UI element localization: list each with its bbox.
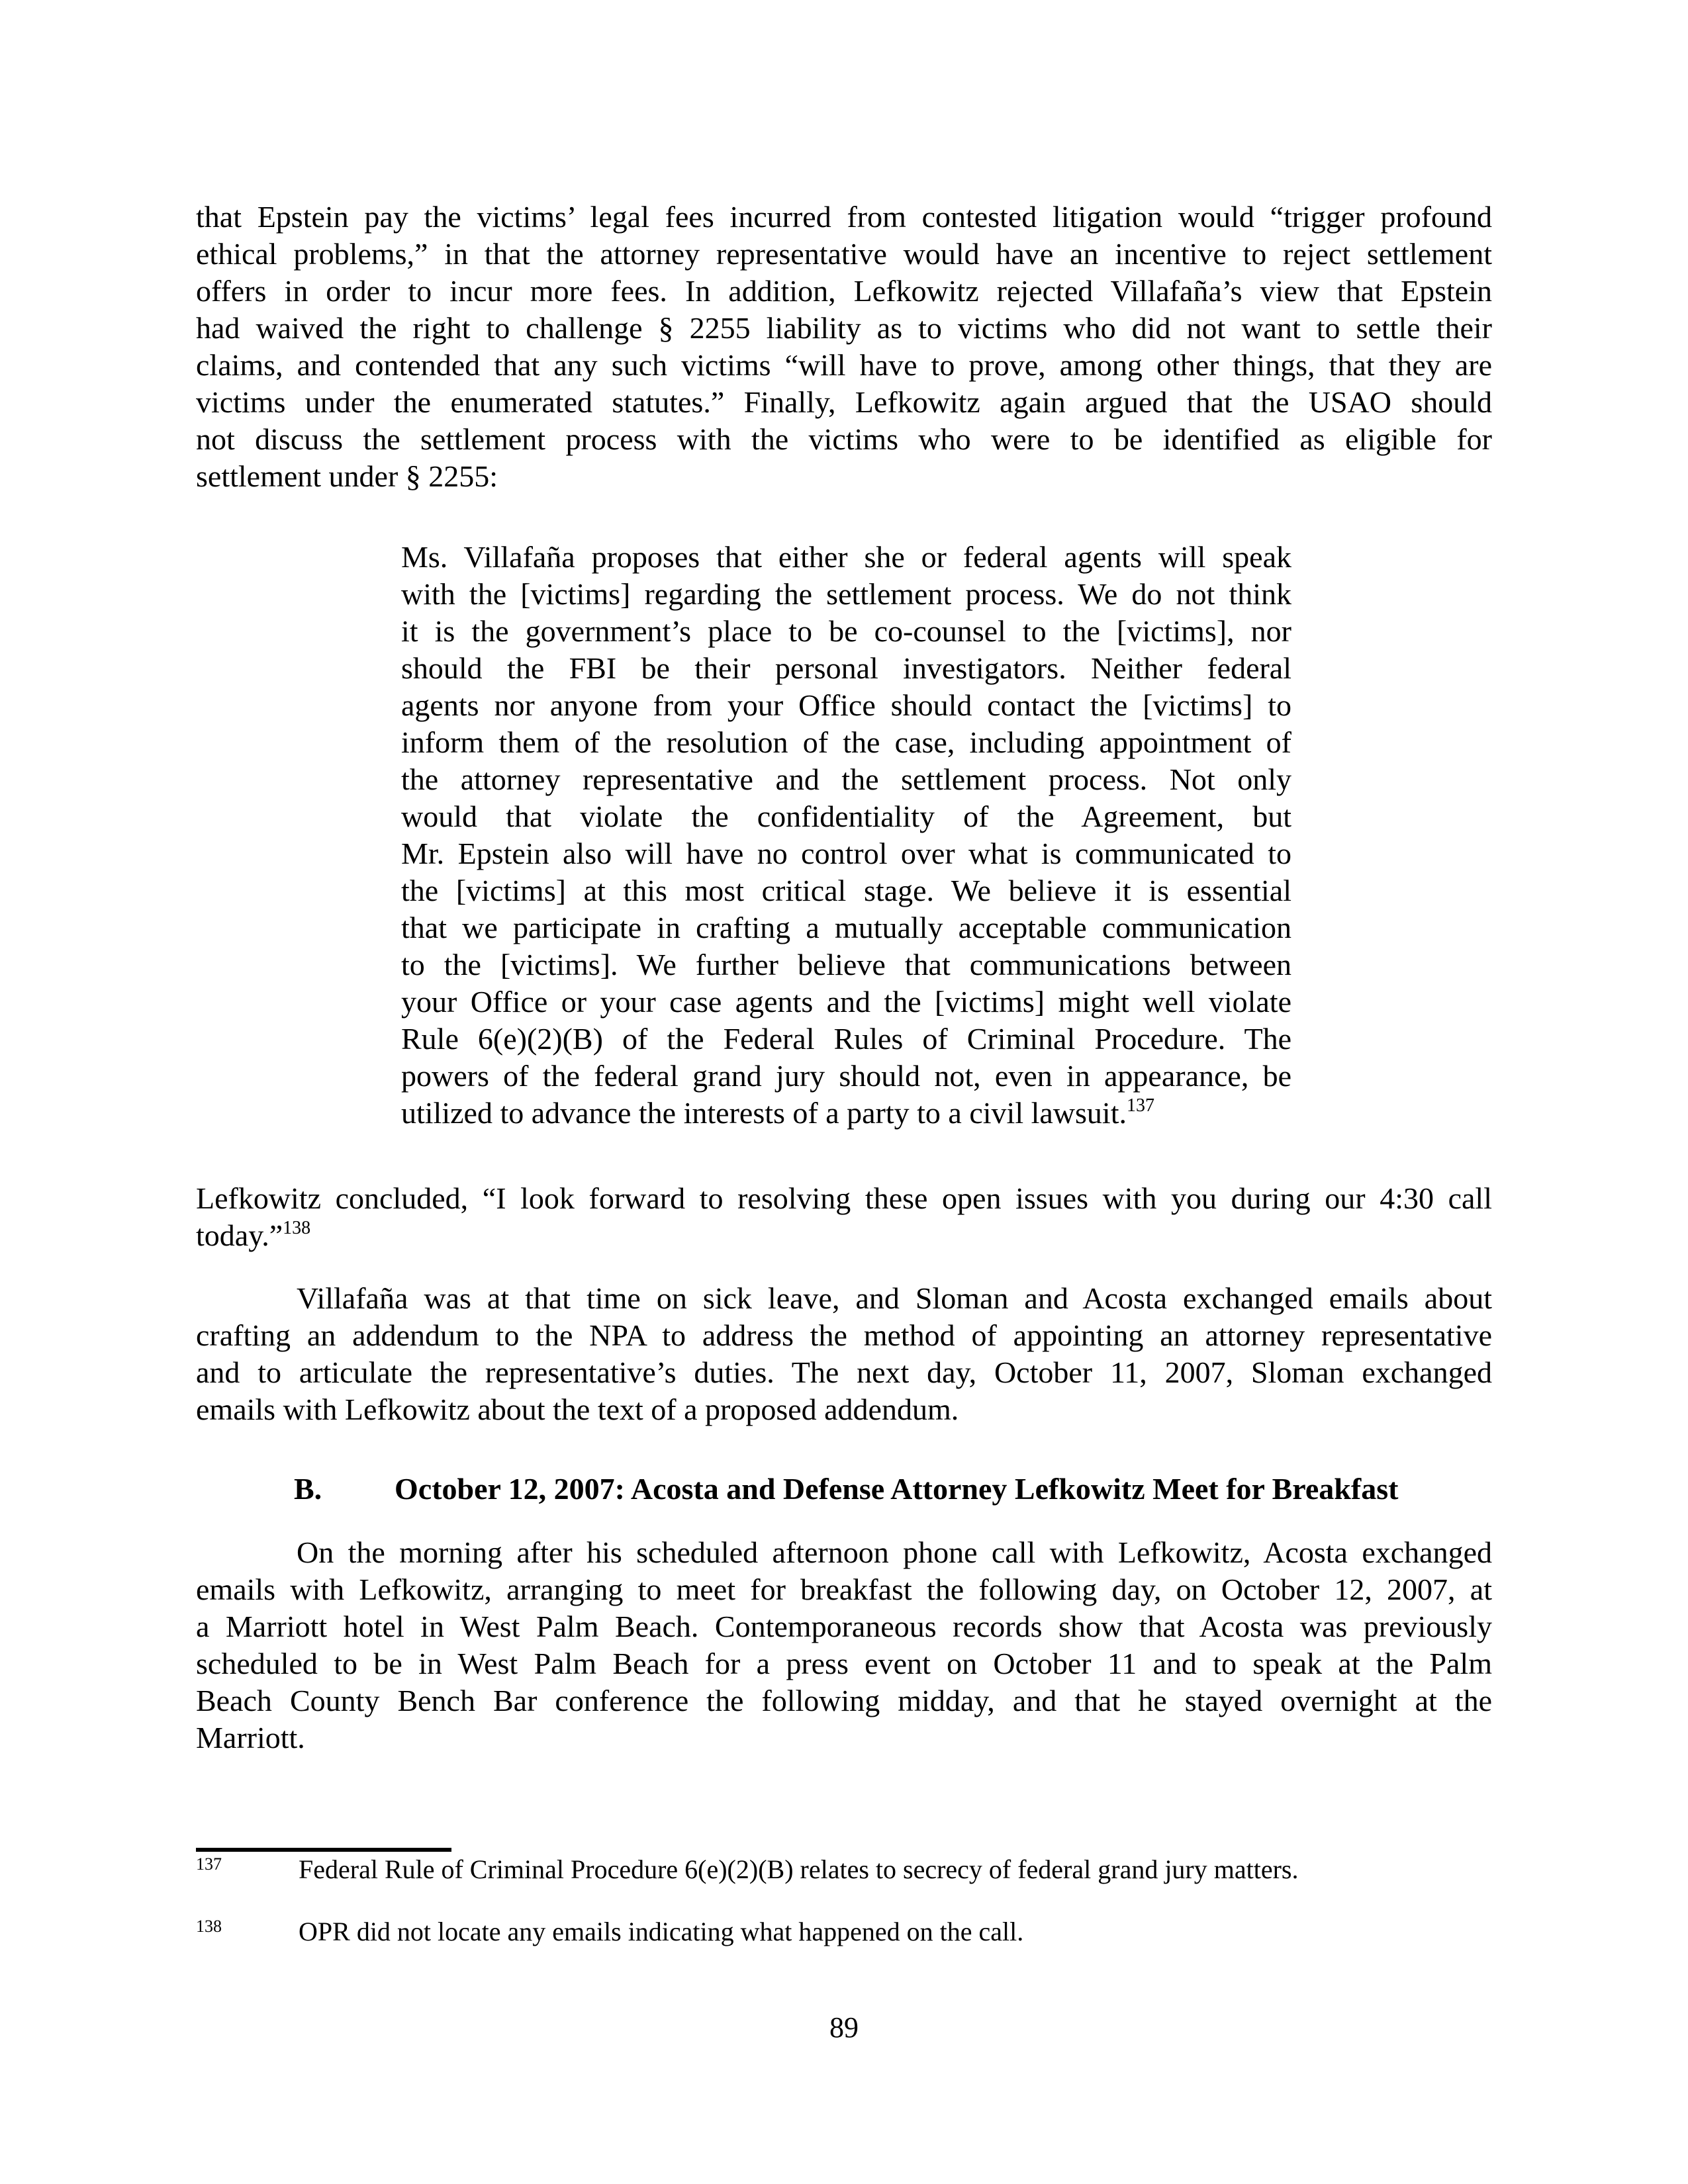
text-line: with the [victims] regarding the settlement process. We do not think [401,577,1291,611]
section-heading-text: October 12, 2007: Acosta and Defense Attorney Lefkowitz Meet for Breakfast [395,1472,1399,1506]
text-line: Rule 6(e)(2)(B) of the Federal Rules of Criminal Procedure. The [401,1022,1291,1056]
text-line: Beach County Bench Bar conference the following midday, and that he stayed overnight at the [196,1684,1492,1717]
text-line: powers of the federal grand jury should not, even in appearance, be [401,1059,1291,1093]
text-line: crafting an addendum to the NPA to address the method of appointing an attorney representative [196,1318,1492,1352]
text-line: had waived the right to challenge § 2255 liability as to victims who did not want to settle their [196,311,1492,345]
page-number: 89 [829,2011,859,2044]
footnote-reference: 137 [1126,1095,1154,1116]
text-line: a Marriott hotel in West Palm Beach. Contemporaneous records show that Acosta was previously [196,1610,1492,1643]
text-line: scheduled to be in West Palm Beach for a press event on October 11 and to speak at the Palm [196,1647,1492,1680]
text-line: emails with Lefkowitz, arranging to meet for breakfast the following day, on October 12, 2007, at [196,1572,1492,1606]
text-line: settlement under § 2255: [196,459,498,493]
text-line: emails with Lefkowitz about the text of a proposed addendum. [196,1392,959,1426]
text-line: offers in order to incur more fees. In addition, Lefkowitz rejected Villafaña’s view that Epstein [196,274,1492,308]
text-line: that we participate in crafting a mutually acceptable communication [401,911,1291,944]
text-line: not discuss the settlement process with the victims who were to be identified as eligible for [196,422,1492,456]
text-line: it is the government’s place to be co-counsel to the [victims], nor [401,614,1291,648]
text-line: that Epstein pay the victims’ legal fees incurred from contested litigation would “trigger profound [196,200,1492,234]
text-line: On the morning after his scheduled afternoon phone call with Lefkowitz, Acosta exchanged [297,1535,1492,1569]
body-paragraph-villafana-sick-leave [196,1280,1492,1428]
text-line: Ms. Villafaña proposes that either she or federal agents will speak [401,540,1291,574]
footnote-reference: 138 [283,1218,311,1238]
text-line: your Office or your case agents and the [victims] might well violate [401,985,1291,1019]
footnote-137 [196,1853,1492,1886]
body-paragraph-breakfast-meeting [196,1534,1492,1756]
footnote-138 [196,1915,1492,1948]
text-line: Lefkowitz concluded, “I look forward to resolving these open issues with you during our 4:30 call [196,1181,1492,1215]
footnote-separator-rule [196,1848,451,1852]
text-line: claims, and contended that any such victims “will have to prove, among other things, that they are [196,348,1492,382]
footnote-138-number: 138 [196,1917,222,1936]
text-line: utilized to advance the interests of a party to a civil lawsuit.$^{137}$ [401,1095,1154,1130]
body-paragraph-lefkowitz-concluded [196,1180,1492,1254]
text-line: agents nor anyone from your Office should contact the [victims] to [401,688,1291,722]
section-heading-b [196,1471,1586,1508]
footnote-137-text: Federal Rule of Criminal Procedure 6(e)(2)(B) relates to secrecy of federal grand jury matters. [299,1854,1299,1884]
text-line: victims under the enumerated statutes.” Finally, Lefkowitz again argued that the USAO should [196,385,1492,419]
text-line: today.”$^{138}$ [196,1218,311,1252]
footnote-137-number: 137 [196,1854,222,1874]
text-line: would that violate the confidentiality of the Agreement, but [401,799,1291,833]
footnote-138-text: OPR did not locate any emails indicating what happened on the call. [299,1917,1024,1946]
section-heading-label: B. [294,1472,322,1506]
text-line: the attorney representative and the settlement process. Not only [401,762,1291,796]
text-line: Mr. Epstein also will have no control over what is communicated to [401,837,1291,870]
text-line: should the FBI be their personal investigators. Neither federal [401,651,1291,685]
text-line: the [victims] at this most critical stage. We believe it is essential [401,874,1291,907]
text-line: and to articulate the representative’s duties. The next day, October 11, 2007, Sloman exchanged [196,1355,1492,1389]
body-paragraph-continued [196,199,1492,495]
block-quote [401,539,1291,1132]
text-line: ethical problems,” in that the attorney representative would have an incentive to reject settlement [196,237,1492,271]
text-line: inform them of the resolution of the case, including appointment of [401,725,1291,759]
text-line: Marriott. [196,1721,305,1754]
text-line: to the [victims]. We further believe that communications between [401,948,1291,981]
text-line: Villafaña was at that time on sick leave, and Sloman and Acosta exchanged emails about [297,1281,1492,1315]
